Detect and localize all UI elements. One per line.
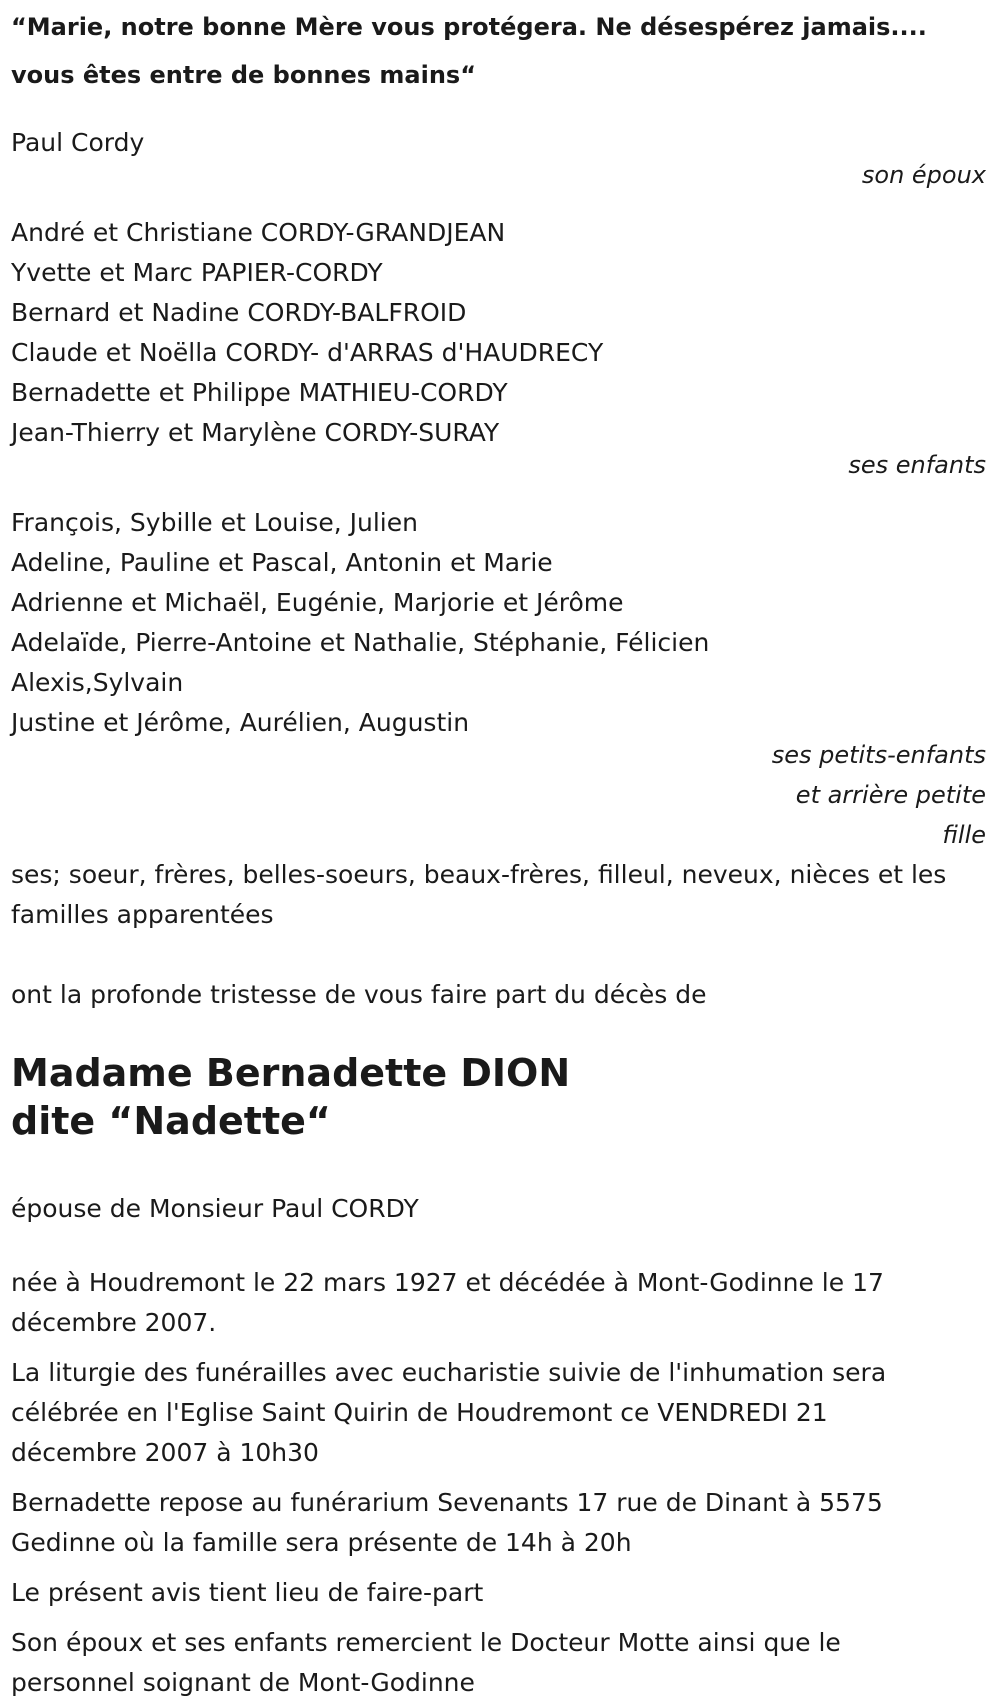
- children-role: ses enfants: [848, 451, 986, 479]
- deceased-name: [11, 1049, 986, 1145]
- grandchildren-role: ses petits-enfants: [771, 741, 986, 769]
- thanks-paragraph: [11, 1623, 986, 1703]
- child-name: Jean-Thierry et Marylène CORDY-SURAY: [11, 418, 500, 447]
- extended-family-line-2: familles apparentées: [11, 900, 274, 929]
- spouse-of-line: épouse de Monsieur Paul CORDY: [11, 1194, 419, 1223]
- funerarium-paragraph: [11, 1483, 986, 1563]
- grandchild-names: Adelaïde, Pierre-Antoine et Nathalie, Stéphanie, Félicien: [11, 628, 710, 657]
- notice-line: Le présent avis tient lieu de faire-part: [11, 1578, 484, 1607]
- birth-death-line-2: décembre 2007.: [11, 1308, 217, 1337]
- liturgy-paragraph: [11, 1353, 986, 1473]
- grandchild-names: Adrienne et Michaël, Eugénie, Marjorie et Jérôme: [11, 588, 624, 617]
- liturgy-line-2: célébrée en l'Eglise Saint Quirin de Houdremont ce VENDREDI 21: [11, 1398, 828, 1427]
- extended-family-line-1: ses; soeur, frères, belles-soeurs, beaux-frères, filleul, neveux, nièces et les: [11, 860, 947, 889]
- quote-line-2: vous êtes entre de bonnes mains“: [11, 61, 476, 89]
- spouse-section: [11, 123, 986, 195]
- thanks-line-1: Son époux et ses enfants remercient le Docteur Motte ainsi que le: [11, 1628, 841, 1657]
- child-name: Bernard et Nadine CORDY-BALFROID: [11, 298, 467, 327]
- grandchild-names: Adeline, Pauline et Pascal, Antonin et Marie: [11, 548, 553, 577]
- children-section: [11, 213, 986, 485]
- funerarium-line-1: Bernadette repose au funérarium Sevenants 17 rue de Dinant à 5575: [11, 1488, 883, 1517]
- extended-family: [11, 855, 986, 935]
- birth-death-line-1: née à Houdremont le 22 mars 1927 et décédée à Mont-Godinne le 17: [11, 1268, 884, 1297]
- child-name: Claude et Noëlla CORDY- d'ARRAS d'HAUDRECY: [11, 338, 604, 367]
- death-notice: [0, 3, 1000, 1697]
- birth-death-paragraph: [11, 1263, 986, 1343]
- grandchild-names: François, Sybille et Louise, Julien: [11, 508, 418, 537]
- announcement-line: ont la profonde tristesse de vous faire part du décès de: [11, 980, 707, 1009]
- spouse-role: son époux: [861, 161, 986, 189]
- grandchildren-role: et arrière petite: [795, 781, 986, 809]
- grandchild-names: Alexis,Sylvain: [11, 668, 184, 697]
- child-name: Bernadette et Philippe MATHIEU-CORDY: [11, 378, 508, 407]
- quote-line-1: “Marie, notre bonne Mère vous protégera. Ne désespérez jamais....: [11, 13, 927, 41]
- grandchildren-role: fille: [942, 821, 986, 849]
- liturgy-line-3: décembre 2007 à 10h30: [11, 1438, 319, 1467]
- deceased-name-line-1: Madame Bernadette DION: [11, 1051, 571, 1095]
- opening-quote: [11, 3, 986, 99]
- child-name: Yvette et Marc PAPIER-CORDY: [11, 258, 383, 287]
- child-name: André et Christiane CORDY-GRANDJEAN: [11, 218, 506, 247]
- grandchild-names: Justine et Jérôme, Aurélien, Augustin: [11, 708, 470, 737]
- deceased-nickname: dite “Nadette“: [11, 1099, 331, 1143]
- spouse-of: [11, 1189, 986, 1229]
- notice-paragraph: [11, 1573, 986, 1613]
- liturgy-line-1: La liturgie des funérailles avec eucharistie suivie de l'inhumation sera: [11, 1358, 887, 1387]
- thanks-line-2: personnel soignant de Mont-Godinne: [11, 1668, 475, 1697]
- funerarium-line-2: Gedinne où la famille sera présente de 14h à 20h: [11, 1528, 632, 1557]
- announcement-text: [11, 975, 986, 1015]
- grandchildren-section: [11, 503, 986, 855]
- spouse-name: Paul Cordy: [11, 128, 145, 157]
